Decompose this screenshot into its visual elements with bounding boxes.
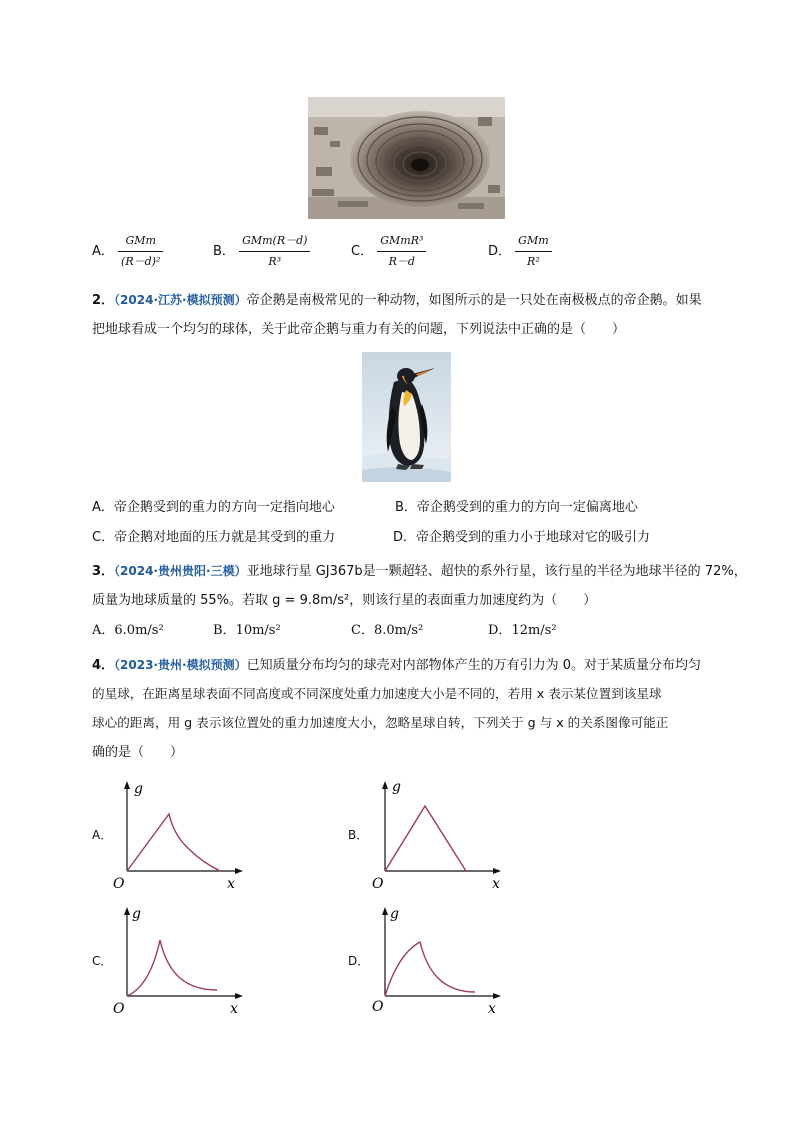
graph-b-label: B． <box>348 828 369 842</box>
q4-stem-line3: 球心的距离，用 g 表示该位置处的重力加速度大小，忽略星球自转，下列关于 g 与 x 的关系图像可能正 <box>92 715 669 730</box>
y-axis-label: g <box>132 906 141 922</box>
fraction-numerator: GMm <box>515 232 551 252</box>
q1-option-b[interactable] <box>213 232 310 271</box>
origin-label: O <box>372 999 384 1015</box>
option-text: 12m/s² <box>511 623 557 638</box>
graph-b[interactable] <box>368 776 508 891</box>
fraction <box>239 232 310 271</box>
q3-stem-line2: 质量为地球质量的 55%。若取 g = 9.8m/s²，则该行星的表面重力加速度约为（ ） <box>92 593 597 608</box>
q2-option-c[interactable] <box>92 529 335 547</box>
option-label: B． <box>213 244 235 259</box>
question-number: 3． <box>92 564 115 579</box>
q2-stem-line2: 把地球看成一个均匀的球体，关于此帝企鹅与重力有关的问题，下列说法中正确的是（ ） <box>92 322 626 337</box>
q4-stem-line2: 的星球，在距离星球表面不同高度或不同深度处重力加速度大小是不同的，若用 x 表示某位置到该星球 <box>92 686 662 701</box>
q4-stem-line1 <box>92 655 701 676</box>
fraction <box>377 232 426 271</box>
question-source: （2024·贵州贵阳·三模） <box>114 564 247 578</box>
option-text: 8.0m/s² <box>373 623 424 638</box>
graph-d-label: D． <box>348 954 370 968</box>
fraction-numerator: GMm <box>118 232 163 252</box>
question-source: （2024·江苏·模拟预测） <box>114 293 247 307</box>
option-label: D． <box>488 244 512 259</box>
question-source: （2023·贵州·模拟预测） <box>114 658 247 672</box>
fraction-numerator: GMmR³ <box>377 232 426 252</box>
origin-label: O <box>113 1001 125 1017</box>
stem-text: 已知质量分布均匀的球壳对内部物体产生的万有引力为 0。对于某质量分布均匀 <box>246 658 701 673</box>
q1-option-d[interactable] <box>488 232 552 271</box>
stem-text: 帝企鹅是南极常见的一种动物，如图所示的是一只处在南极极点的帝企鹅。如果 <box>246 293 702 308</box>
x-axis-label: x <box>230 1001 238 1017</box>
q3-option-a[interactable] <box>92 622 164 640</box>
option-label: D． <box>488 623 512 638</box>
q3-option-b[interactable] <box>213 622 281 640</box>
option-label: C． <box>92 530 115 545</box>
fraction <box>515 232 551 271</box>
option-label: A． <box>92 500 114 515</box>
y-axis-label: g <box>134 781 143 797</box>
q2-stem-line1 <box>92 290 702 311</box>
question-number: 4． <box>92 658 115 673</box>
graph-d[interactable] <box>368 900 508 1018</box>
q3-option-d[interactable] <box>488 622 557 640</box>
option-text: 帝企鹅对地面的压力就是其受到的重力 <box>114 530 336 545</box>
penguin-photo <box>362 352 451 482</box>
mine-pit-photo <box>308 97 505 219</box>
option-text: 帝企鹅受到的重力的方向一定偏离地心 <box>416 500 638 515</box>
graph-c[interactable] <box>110 900 250 1018</box>
origin-label: O <box>113 876 125 891</box>
graph-c-label: C． <box>92 954 113 968</box>
q1-option-a[interactable] <box>92 232 163 271</box>
x-axis-label: x <box>227 876 235 891</box>
fraction-numerator: GMm(R－d) <box>239 232 310 252</box>
option-label: C． <box>351 623 374 638</box>
q3-stem-line1 <box>92 561 747 582</box>
q2-option-b[interactable] <box>395 499 638 517</box>
fraction <box>118 232 163 271</box>
option-label: B． <box>213 623 236 638</box>
option-label: C． <box>351 244 374 259</box>
option-text: 10m/s² <box>235 623 281 638</box>
fraction-denominator: R³ <box>268 255 282 268</box>
fraction-denominator: R－d <box>388 255 415 268</box>
option-text: 帝企鹅受到的重力的方向一定指向地心 <box>113 500 335 515</box>
option-label: A． <box>92 623 115 638</box>
option-text: 帝企鹅受到的重力小于地球对它的吸引力 <box>416 530 651 545</box>
q4-stem-line4: 确的是（ ） <box>92 745 184 760</box>
x-axis-label: x <box>488 1001 496 1017</box>
x-axis-label: x <box>492 876 500 891</box>
fraction-denominator: (R－d)² <box>121 255 161 268</box>
q3-option-c[interactable] <box>351 622 423 640</box>
graph-a[interactable] <box>110 776 250 891</box>
y-axis-label: g <box>390 906 399 922</box>
q2-option-a[interactable] <box>92 499 335 517</box>
graph-a-label: A． <box>92 828 113 842</box>
q1-option-c[interactable] <box>351 232 426 271</box>
origin-label: O <box>372 876 384 891</box>
question-number: 2． <box>92 293 115 308</box>
stem-text: 亚地球行星 GJ367b是一颗超轻、超快的系外行星，该行星的半径为地球半径的 72%， <box>246 564 747 579</box>
option-text: 6.0m/s² <box>114 623 164 638</box>
option-label: A． <box>92 244 114 259</box>
y-axis-label: g <box>392 779 401 795</box>
option-label: D． <box>393 530 417 545</box>
q2-option-d[interactable] <box>393 529 650 547</box>
option-label: B． <box>395 500 417 515</box>
fraction-denominator: R² <box>527 255 540 268</box>
